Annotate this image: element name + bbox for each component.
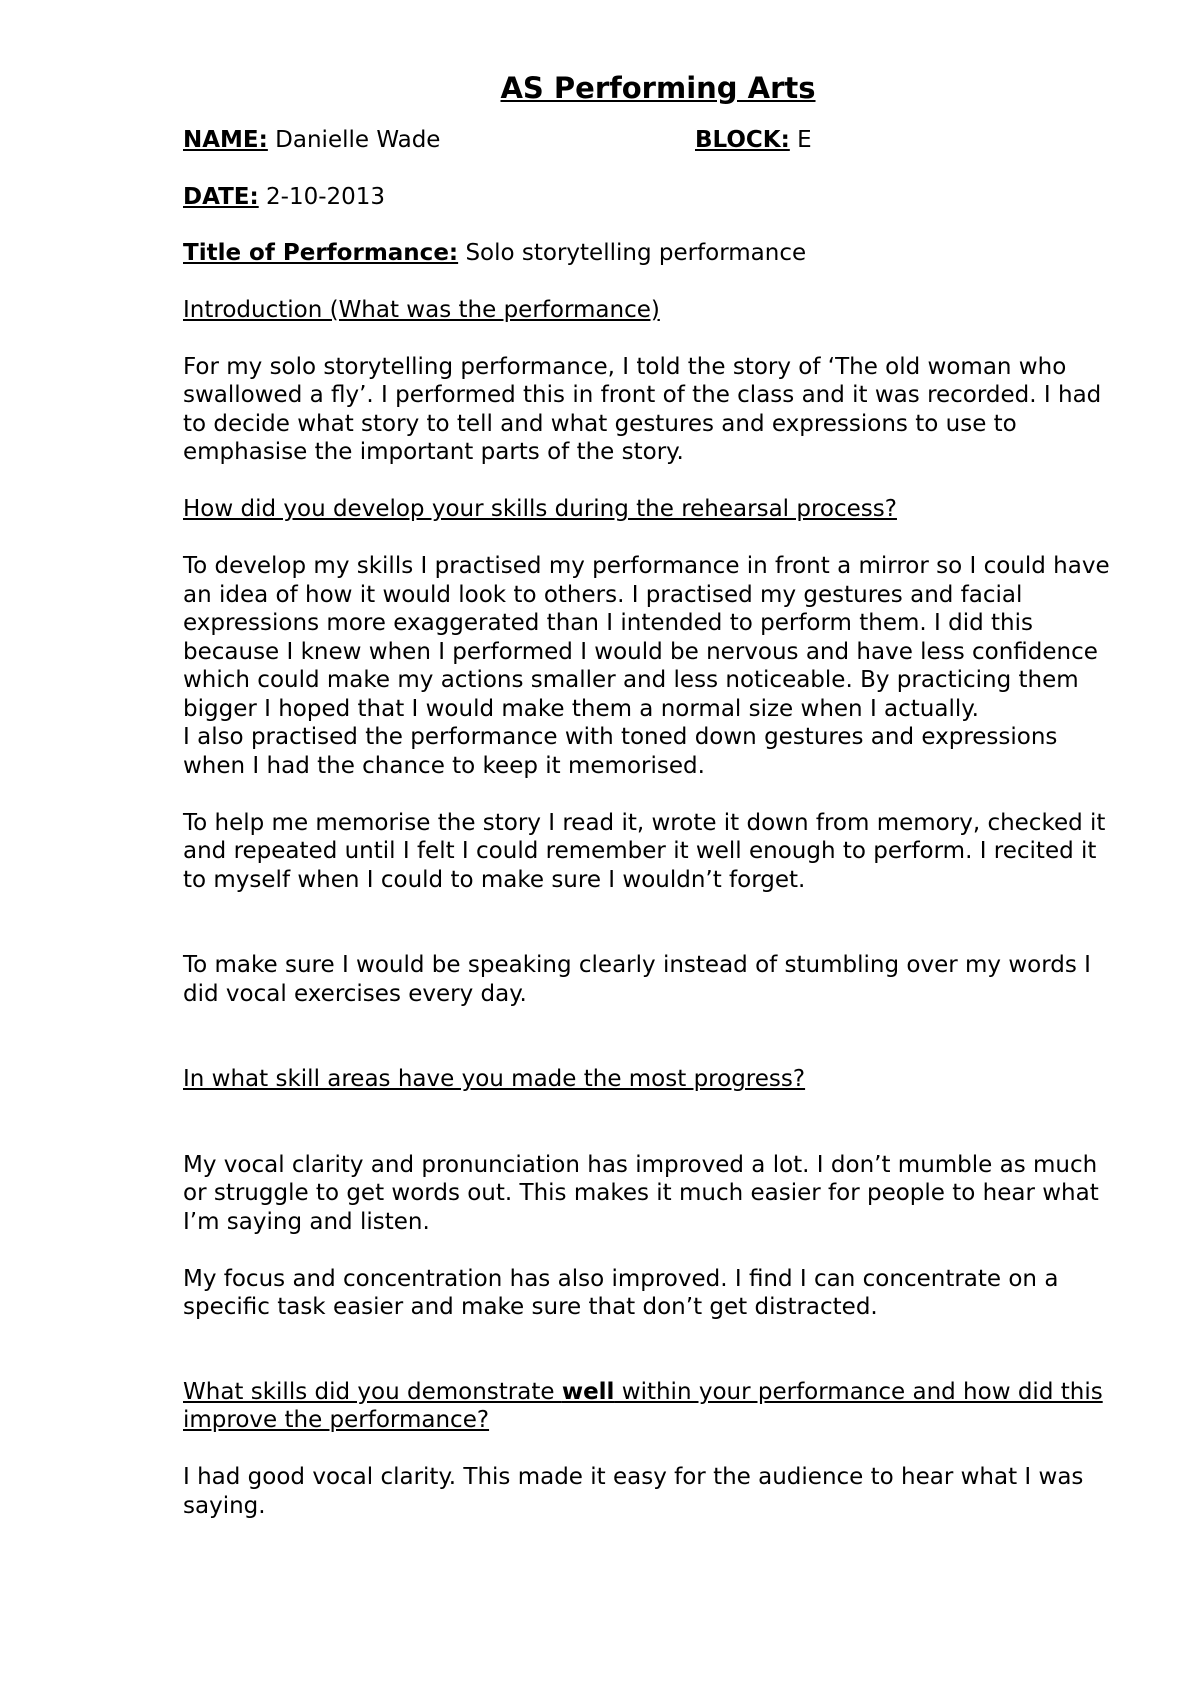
intro-paragraph: For my solo storytelling performance, I told the story of ‘The old woman who swallowed a fly’. I performed this in front of the class and it was recorded. I had to decide what story to tell and what gestures and expressions to use to emphasise the important parts of the story. [183, 353, 1102, 465]
date-label: DATE: [183, 183, 259, 210]
performance-title-label: Title of Performance: [183, 240, 459, 266]
develop-paragraph-2: I also practised the performance with toned down gestures and expressions when I had the chance to keep it memorised. [183, 724, 1058, 779]
develop-paragraph-3: To help me memorise the story I read it, wrote it down from memory, checked it and repeated until I felt I could remember it well enough to perform. I recited it to myself when I could to make sure I wouldn’t forget. [183, 809, 1106, 893]
demonstrate-heading-bold: well [561, 1378, 615, 1405]
demonstrate-paragraph: I had good vocal clarity. This made it easy for the audience to hear what I was saying. [183, 1464, 1084, 1519]
demonstrate-heading-part2: within your performance and how did this improve the performance? [183, 1378, 1103, 1433]
progress-heading: In what skill areas have you made the most progress? [183, 1066, 806, 1092]
develop-heading: How did you develop your skills during the rehearsal process? [183, 496, 897, 522]
develop-paragraph-1: To develop my skills I practised my performance in front a mirror so I could have an idea of how it would look to others. I practised my gestures and facial expressions more exaggerated than I intended to perform them. I did this because I knew when I performed I would be nervous and have less confidence which could make my actions smaller and less noticeable. By practicing them bigger I hoped that I would make them a normal size when I actually. [183, 553, 1110, 722]
date-value: 2-10-2013 [266, 183, 386, 210]
performance-title-value: Solo storytelling performance [465, 240, 807, 266]
demonstrate-heading-part1: What skills did you demonstrate [183, 1378, 562, 1405]
progress-paragraph-1: My vocal clarity and pronunciation has improved a lot. I don’t mumble as much or struggle to get words out. This makes it much easier for people to hear what I’m saying and listen. [183, 1151, 1099, 1235]
demonstrate-heading [183, 1378, 1123, 1435]
document-page [183, 70, 1123, 1520]
performance-title-row [183, 239, 1123, 268]
block-field [695, 126, 812, 155]
develop-paragraph-4: To make sure I would be speaking clearly instead of stumbling over my words I did vocal exercises every day. [183, 952, 1091, 1007]
date-row [183, 183, 1123, 212]
intro-heading: Introduction (What was the performance) [183, 296, 660, 323]
name-field [183, 127, 440, 153]
block-label: BLOCK: [695, 127, 790, 153]
document-title: AS Performing Arts [500, 71, 816, 105]
block-value: E [797, 127, 812, 153]
name-label: NAME: [183, 127, 268, 153]
progress-paragraph-2: My focus and concentration has also improved. I find I can concentrate on a specific task easier and make sure that don’t get distracted. [183, 1265, 1059, 1320]
name-block-row [183, 126, 1123, 155]
name-value: Danielle Wade [275, 127, 441, 153]
